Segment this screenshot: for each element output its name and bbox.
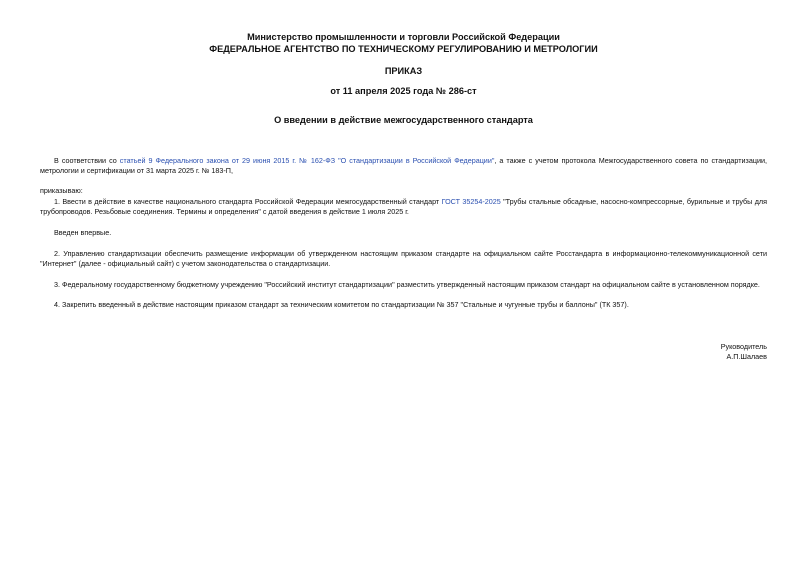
- ministry-name: Министерство промышленности и торговли Российской Федерации: [247, 32, 560, 42]
- item-1-paragraph: [40, 197, 767, 217]
- item-1-prefix: 1. Ввести в действие в качестве национального стандарта Российской Федерации межгосударственный стандарт: [54, 197, 442, 206]
- signature-role: Руководитель: [720, 342, 767, 351]
- order-word: приказываю:: [40, 186, 83, 195]
- document-date-number: от 11 апреля 2025 года № 286-ст: [330, 86, 477, 96]
- item-4-paragraph: 4. Закрепить введенный в действие настоящим приказом стандарт за техническим комитетом по стандартизации № 357 "Стальные и чугунные трубы и баллоны" (ТК 357).: [54, 300, 629, 309]
- signature-name: А.П.Шалаев: [726, 352, 767, 361]
- law-article-link[interactable]: статьей 9 Федерального закона от 29 июня 2015 г. № 162-ФЗ "О стандартизации в Российской Федерации": [119, 156, 495, 165]
- item-2-paragraph: 2. Управлению стандартизации обеспечить размещение информации об утвержденном настоящим приказом стандарте на официальном сайте Росстандарта в информационно-телекоммуникационной сети "Интернет" (далее - официальный сайт) с учетом законодательства о стандартизации.: [40, 249, 767, 268]
- preamble-suffix: , а также с учетом протокола Межгосударственного совета по стандартизации, метрологии и сертификации от 31 марта 2025 г. № 183-П,: [40, 156, 767, 175]
- introduced-first-note: Введен впервые.: [54, 228, 112, 237]
- agency-name: ФЕДЕРАЛЬНОЕ АГЕНТСТВО ПО ТЕХНИЧЕСКОМУ РЕГУЛИРОВАНИЮ И МЕТРОЛОГИИ: [209, 44, 598, 54]
- item-3-paragraph: 3. Федеральному государственному бюджетному учреждению "Российский институт стандартизации" разместить утвержденный настоящим приказом стандарт на официальном сайте в установленном порядке.: [54, 280, 760, 289]
- document-type: ПРИКАЗ: [384, 66, 423, 76]
- preamble-prefix: В соответствии со: [54, 156, 120, 165]
- preamble-paragraph: [40, 156, 767, 176]
- document-title: О введении в действие межгосударственного стандарта: [274, 115, 533, 125]
- gost-standard-link[interactable]: ГОСТ 35254-2025: [441, 197, 501, 206]
- item-1-suffix: "Трубы стальные обсадные, насосно-компрессорные, бурильные и трубы для трубопроводов. Резьбовые соединения. Термины и определения" с датой введения в действие 1 июля 2025 г.: [40, 197, 767, 216]
